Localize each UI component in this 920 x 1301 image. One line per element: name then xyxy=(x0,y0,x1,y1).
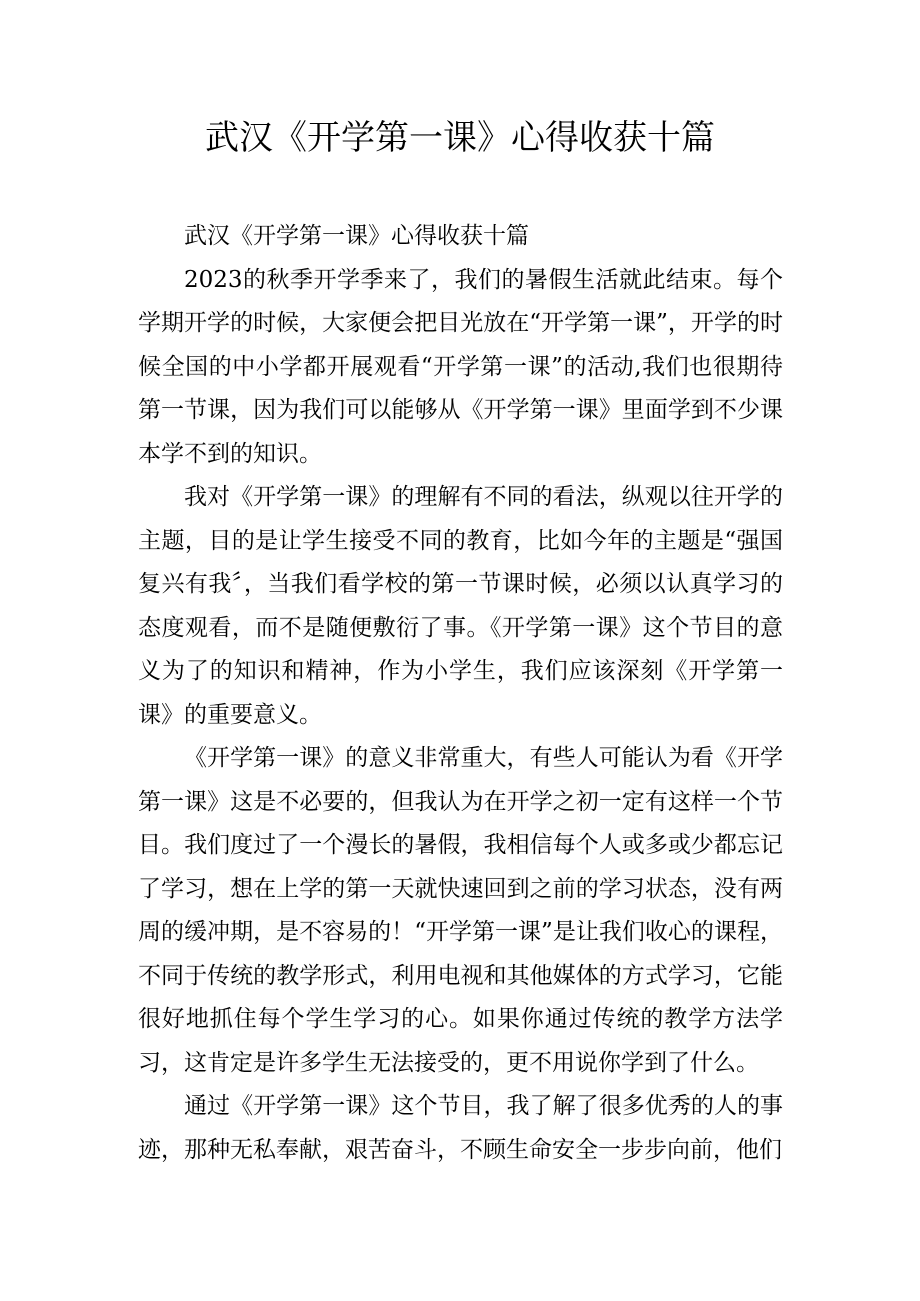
paragraph-subtitle: 武汉《开学第一课》心得收获十篇 xyxy=(184,223,529,249)
paragraph: 《开学第一课》的意义非常重大，有些人可能认为看《开学第一课》这是不必要的，但我认为在开学之初一定有这样一个节目。我们度过了一个漫长的暑假，我相信每个人或多或少都忘记了学习，想在上学的第一天就快速回到之前的学习状态，没有两周的缓冲期，是不容易的！“开学第一课”是让我们收心的课程，不同于传统的教学形式，利用电视和其他媒体的方式学习，它能很好地抓住每个学生学习的心。如果你通过传统的教学方法学习，这肯定是许多学生无法接受的，更不用说你学到了什么。 xyxy=(138,745,783,1076)
document-title: 武汉《开学第一课》心得收获十篇 xyxy=(205,118,715,158)
paragraph: 通过《开学第一课》这个节目，我了解了很多优秀的人的事迹，那种无私奉献，艰苦奋斗，不顾生命安全一步步向前，他们 xyxy=(138,1093,783,1163)
paragraph: 2023的秋季开学季来了，我们的暑假生活就此结束。每个学期开学的时候，大家便会把目光放在“开学第一课”，开学的时候全国的中小学都开展观看“开学第一课”的活动,我们也很期待第一节课，因为我们可以能够从《开学第一课》里面学到不少课本学不到的知识。 xyxy=(138,266,783,467)
paragraph: 我对《开学第一课》的理解有不同的看法，纵观以往开学的主题，目的是让学生接受不同的教育，比如今年的主题是“强国复兴有我〞，当我们看学校的第一节课时候，必须以认真学习的态度观看，而不是随便敷衍了事。《开学第一课》这个节目的意义为了的知识和精神，作为小学生，我们应该深刻《开学第一课》的重要意义。 xyxy=(138,484,783,728)
document-body xyxy=(138,215,783,1172)
